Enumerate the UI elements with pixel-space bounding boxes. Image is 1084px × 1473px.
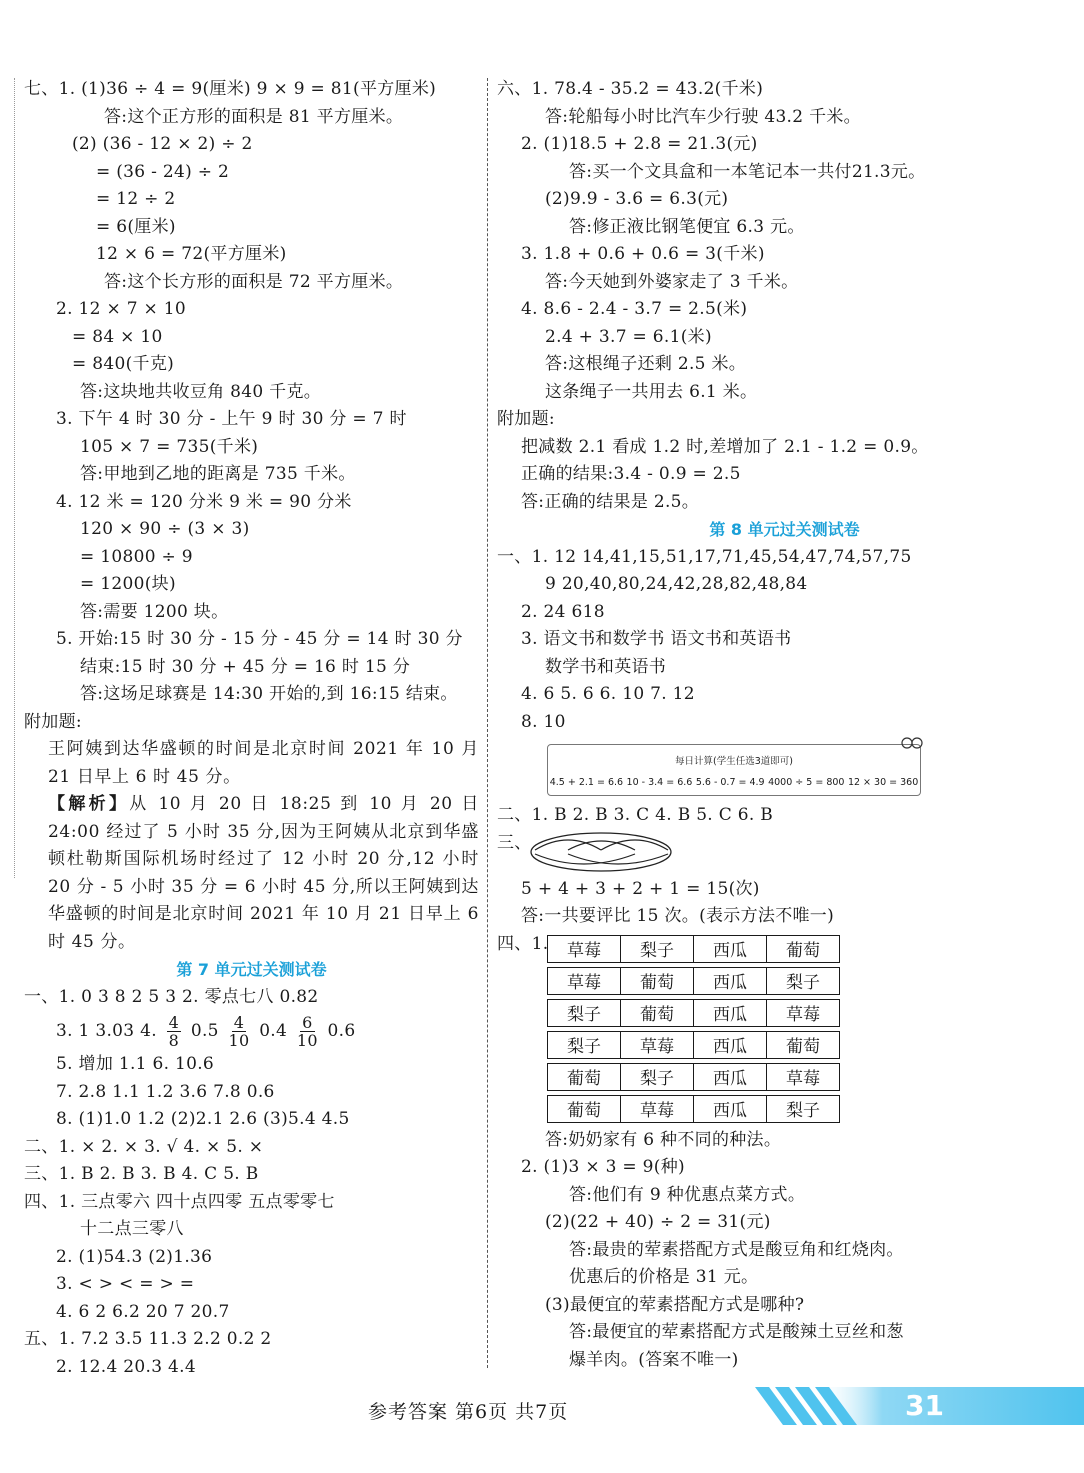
table-cell: 西瓜 [694,1095,767,1123]
unit8-title: 第 8 单元过关测试卷 [709,520,860,539]
table-row [547,999,840,1027]
answer-line: 答:需要 1200 块。 [80,601,229,622]
table-cell: 草莓 [767,1063,840,1091]
answer-line: = (36 - 24) ÷ 2 [96,161,230,182]
answer-line: 8. 10 [521,711,566,732]
answer-line: 三、1. B 2. B 3. B 4. C 5. B [24,1164,259,1184]
answer-line: 2. (1)18.5 + 2.8 = 21.3(元) [521,134,758,154]
extra-question-label: 附加题: [24,711,82,732]
answer-line: 四、1. 三点零六 四十点四零 五点零零七 [24,1191,335,1212]
calc-item: 4.5 + 2.1 = 6.6 [549,777,624,788]
table-cell: 葡萄 [767,935,840,963]
answer-line: 答:买一个文具盒和一本笔记本一共付21.3元。 [569,161,926,182]
answer-line: 答:最贵的荤素搭配方式是酸豆角和红烧肉。 [569,1239,904,1260]
answer-line: 5. 增加 1.1 6. 10.6 [56,1054,215,1074]
answer-line: 4. 6 5. 6 6. 10 7. 12 [521,684,695,704]
answer-line: 8. (1)1.0 1.2 (2)2.1 2.6 (3)5.4 4.5 [56,1109,350,1129]
answer-line: 12 × 6 = 72(平方厘米) [96,244,287,264]
left-column [24,76,479,1381]
table-cell: 梨子 [547,1031,621,1059]
table-cell: 梨子 [621,1063,694,1091]
answer-line: = 10800 ÷ 9 [80,546,193,567]
answer-line: 7. 2.8 1.1 1.2 3.6 7.8 0.6 [56,1081,275,1102]
answer-line: 3. < > < = > = [56,1274,195,1294]
u8-sec4-table-block [497,931,1072,1127]
calc-item: 10 - 3.4 = 6.6 [626,777,693,788]
u7-mid2: 0.4 [259,1021,288,1041]
answer-line: 答:轮船每小时比汽车少行驶 43.2 千米。 [545,106,861,127]
answer-line: 六、1. 78.4 - 35.2 = 43.2(千米) [497,79,764,99]
sec4-label: 四、1. [497,933,549,954]
pairing-arcs-diagram [523,828,678,878]
answer-line: 答:这个正方形的面积是 81 平方厘米。 [104,106,404,127]
unit7-answers [24,1051,479,1381]
calc-item: 4000 ÷ 5 = 800 [768,777,845,788]
table-cell: 梨子 [767,967,840,995]
u8-sec3-diagram-row [497,830,1072,876]
table-cell: 葡萄 [621,967,694,995]
table-cell: 葡萄 [767,1031,840,1059]
daily-calc-box [547,744,921,796]
answer-line: 数学书和英语书 [545,656,667,677]
answer-line: 3. 1.8 + 0.6 + 0.6 = 3(千米) [521,244,765,264]
answer-line: = 84 × 10 [72,326,163,347]
answer-line: 结束:15 时 30 分 + 45 分 = 16 时 15 分 [80,656,411,677]
answer-line: 这条绳子一共用去 6.1 米。 [545,381,758,402]
table-cell: 葡萄 [621,999,694,1027]
answer-line: (2) (36 - 12 × 2) ÷ 2 [72,134,253,154]
answer-line: 5. 开始:15 时 30 分 - 15 分 - 45 分 = 14 时 30 分 [56,629,463,649]
daily-calc-items [548,767,920,788]
table-row [547,1063,840,1091]
planting-arrangements-table [547,931,840,1127]
answer-line: = 6(厘米) [96,216,176,237]
table-cell: 西瓜 [694,1031,767,1059]
table-cell: 西瓜 [694,935,767,963]
u7-end: 0.6 [327,1021,356,1041]
analysis [24,791,479,956]
answer-line: 3. 语文书和数学书 语文书和英语书 [521,629,792,649]
u7-mid1: 0.5 [190,1021,219,1041]
answer-line: (2)9.9 - 3.6 = 6.3(元) [545,189,729,209]
table-cell: 葡萄 [547,1095,621,1123]
calc-item: 12 × 30 = 360 [847,777,919,788]
answer-line: 答:这个长方形的面积是 72 平方厘米。 [104,271,404,292]
answer-line: 2. (1)3 × 3 = 9(种) [521,1157,685,1177]
table-cell: 草莓 [547,935,621,963]
unit8-answers [497,544,1072,737]
answer-line: 答:这场足球赛是 14:30 开始的,到 16:15 结束。 [80,684,458,704]
answer-line: 五、1. 7.2 3.5 11.3 2.2 0.2 2 [24,1329,272,1349]
answer-line: 爆羊肉。(答案不唯一) [569,1349,739,1370]
answer-line: 2.4 + 3.7 = 6.1(米) [545,326,712,347]
analysis-tag: 【解析】 [48,794,130,814]
table-row [547,967,840,995]
unit6-answers [24,76,479,709]
answer-line: 一、1. 12 14,41,15,51,17,71,45,54,47,74,57,75 [497,546,912,567]
fraction-4-10: $\frac{4}{10}$ [228,1013,250,1050]
answer-line: 2. 24 618 [521,601,605,622]
table-row [547,1031,840,1059]
table-cell: 西瓜 [694,1063,767,1091]
analysis-text: 从 10 月 20 日 18:25 到 10 月 20 日 24:00 经过了 5 小时 35 分,因为王阿姨从北京到华盛顿杜勒斯国际机场时经过了 12 小时 20 分,12 小时 20 分 - 5 小时 35 分 = 6 小时 45 分,所以王阿姨到达华盛顿的时间是北京时间 2021 年 10 月 21 日早上 6 时 45 分。 [48,794,479,952]
answer-line: 4. 12 米 = 120 分米 9 米 = 90 分米 [56,491,352,512]
answer-line: 5 + 4 + 3 + 2 + 1 = 15(次) [521,878,760,899]
page-number: 31 [905,1389,944,1422]
u8-sec3-answers [497,876,1072,931]
table-row [547,1095,840,1123]
answer-line: 120 × 90 ÷ (3 × 3) [80,519,250,539]
answer-line: 把减数 2.1 看成 1.2 时,差增加了 2.1 - 1.2 = 0.9。 [521,436,929,457]
answer-line: 2. (1)54.3 (2)1.36 [56,1246,213,1267]
binding-edge [14,78,15,878]
answer-line: 答:这根绳子还剩 2.5 米。 [545,354,747,374]
table-cell: 西瓜 [694,999,767,1027]
answer-line: 答:一共要评比 15 次。(表示方法不唯一) [521,906,835,926]
fraction-4-8: $\frac{4}{8}$ [168,1013,180,1050]
answer-line: (3)最便宜的荤素搭配方式是哪种? [545,1294,805,1315]
answer-line: 答:这块地共收豆角 840 千克。 [80,381,322,402]
u7-frac-prefix: 3. 1 3.03 4. [56,1021,157,1041]
unit7-title: 第 7 单元过关测试卷 [176,960,327,979]
answer-line: 答:奶奶家有 6 种不同的种法。 [545,1129,782,1150]
answer-line: 十二点三零八 [80,1219,184,1239]
column-divider [487,78,488,1368]
answer-line: 答:甲地到乙地的距离是 735 千米。 [80,464,356,484]
u7-line1: 一、1. 0 3 8 2 5 3 2. 零点七八 0.82 [24,986,319,1007]
table-cell: 草莓 [547,967,621,995]
answer-line: 4. 6 2 6.2 20 7 20.7 [56,1301,230,1322]
answer-line: 优惠后的价格是 31 元。 [569,1267,759,1287]
table-cell: 草莓 [621,1095,694,1123]
table-cell: 草莓 [767,999,840,1027]
rings-icon [900,736,924,750]
calc-item: 5.6 - 0.7 = 4.9 [695,777,765,788]
answer-line: 答:修正液比钢笔便宜 6.3 元。 [569,216,805,237]
answer-line: 正确的结果:3.4 - 0.9 = 2.5 [521,464,741,484]
answer-line: = 1200(块) [80,574,176,594]
u8-sec2: 二、1. B 2. B 3. C 4. B 5. C 6. B [497,805,774,825]
answer-line: 答:他们有 9 种优惠点菜方式。 [569,1184,806,1205]
sec3-label: 三、 [497,832,532,853]
fraction-6-10: $\frac{6}{10}$ [296,1013,318,1050]
answer-line: (2)(22 + 40) ÷ 2 = 31(元) [545,1212,771,1232]
answer-line: 2. 12.4 20.3 4.4 [56,1356,196,1377]
answer-line: 答:正确的结果是 2.5。 [521,491,700,512]
answer-line: 二、1. × 2. × 3. √ 4. × 5. × [24,1136,264,1157]
answer-line: = 12 ÷ 2 [96,189,176,209]
unit6-answers-cont [497,76,1072,516]
answer-line: 3. 下午 4 时 30 分 - 上午 9 时 30 分 = 7 时 [56,409,407,429]
page-footer [0,1385,1084,1445]
table-cell: 梨子 [547,999,621,1027]
answer-line: 答:最便宜的荤素搭配方式是酸辣土豆丝和葱 [569,1322,904,1342]
daily-calc-caption: 每日计算(学生任选3道即可) [675,756,793,767]
answer-line: = 840(千克) [72,354,175,374]
extra-answer: 王阿姨到达华盛顿的时间是北京时间 2021 年 10 月 21 日早上 6 时 45 分。 [48,739,479,787]
table-row [547,935,840,963]
answer-line: 9 20,40,80,24,42,28,82,48,84 [545,574,808,594]
footer-text: 参考答案 第6页 共7页 [368,1401,569,1423]
table-cell: 梨子 [767,1095,840,1123]
answer-line: 附加题: [497,409,555,429]
u8-sec4-answers [497,1127,1072,1375]
table-cell: 梨子 [621,935,694,963]
table-cell: 草莓 [621,1031,694,1059]
answer-line: 4. 8.6 - 2.4 - 3.7 = 2.5(米) [521,299,748,319]
table-cell: 西瓜 [694,967,767,995]
table-cell: 葡萄 [547,1063,621,1091]
answer-line: 答:今天她到外婆家走了 3 千米。 [545,271,799,292]
right-column [497,76,1072,1374]
answer-line: 105 × 7 = 735(千米) [80,436,259,457]
answer-line: 2. 12 × 7 × 10 [56,299,187,319]
answer-line: 七、1. (1)36 ÷ 4 = 9(厘米) 9 × 9 = 81(平方厘米) [24,79,437,99]
u7-fraction-line [24,1011,479,1051]
